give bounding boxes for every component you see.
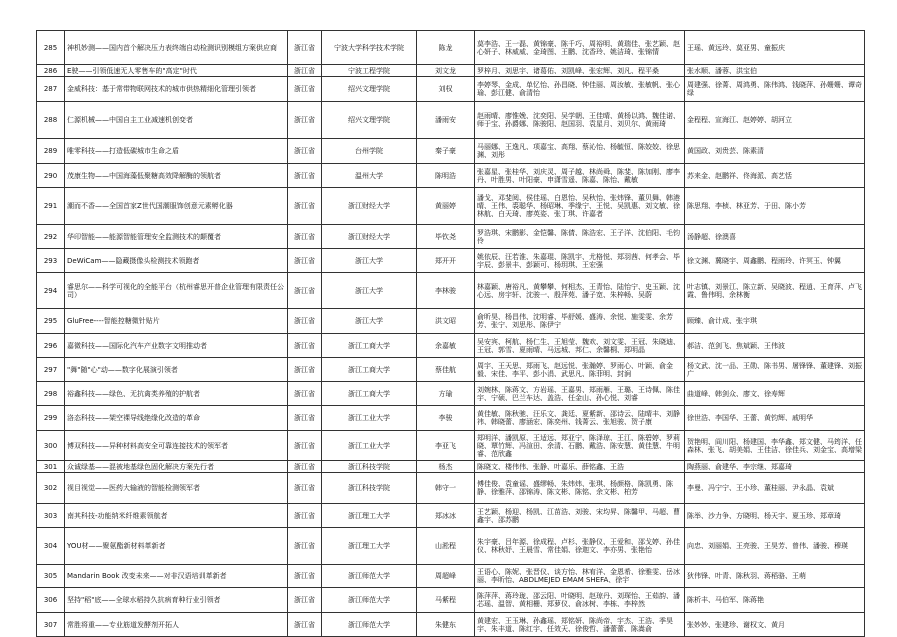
province-cell: 浙江省 [288, 65, 322, 77]
province-cell: 浙江省 [288, 102, 322, 139]
row-number-cell: 301 [37, 461, 65, 473]
province-cell: 浙江省 [288, 382, 322, 406]
row-number-cell: 295 [37, 309, 65, 334]
advisors-cell: 黄国政、刘贵芸、陈素清 [685, 139, 865, 164]
project-name-cell: 博双科技——异种材料高安全可靠连接技术的领军者 [65, 431, 288, 461]
team-leader-cell: 毕钦尧 [417, 225, 475, 249]
row-number-cell: 296 [37, 334, 65, 358]
team-members-cell: 马丽娜、王逸凡、项嘉宝、高翔、蔡沁怡、杨毓恒、陈姣姣、徐思渊、刘彤 [475, 139, 685, 164]
school-name-cell: 温州大学 [322, 164, 417, 188]
project-name-cell: 茂康生物——中国海藻低聚糖高效降解酶的领航者 [65, 164, 288, 188]
table-row [37, 249, 865, 273]
team-members-cell: 罗浩琪、宋鹏影、金恺馨、陈倩、陈浩宏、王子洋、沈伯阳、毛钧伶 [475, 225, 685, 249]
project-name-cell: 潮而不香——全国首家Z世代国潮服饰创意元素孵化器 [65, 188, 288, 225]
team-leader-cell: 山淞程 [417, 528, 475, 565]
project-name-cell: 仁源机械——中国自主工业减速机创变者 [65, 102, 288, 139]
province-cell: 浙江省 [288, 528, 322, 565]
project-name-cell: 神机妙测——国内首个解决压力表终端自动检测识别模组方案供应商 [65, 31, 288, 65]
team-leader-cell: 郑开开 [417, 249, 475, 273]
project-name-cell: Mandarin Book 改变未来——对非汉语培训革新者 [65, 565, 288, 588]
table-row [37, 528, 865, 565]
row-number-cell: 285 [37, 31, 65, 65]
team-members-cell: 张嘉星、张桂华、刘庆灵、周子越、林尚舜、陈斐、陈加刚、廖李丹、叶胜男、叶阳豪、申潇雪遥、陈嘉、陈怡、戴敏 [475, 164, 685, 188]
team-leader-cell: 周超峰 [417, 565, 475, 588]
province-cell: 浙江省 [288, 358, 322, 382]
school-name-cell: 浙江大学 [322, 273, 417, 309]
advisors-cell: 王瑶、黄远玲、莫亚男、童振庆 [685, 31, 865, 65]
advisors-cell: 周建强、徐菁、周鸿勇、陈伟鸿、钱晓萍、孙姗姗、谭奇绿 [685, 77, 865, 102]
team-members-cell: 莫李浩、王一磊、黄锦豪、陈千巧、周裕明、黄瑞佳、张艺颖、赵心妍子、林威威、金琦图、王鹏、沈香玲、姚洁琦、张锦情 [475, 31, 685, 65]
advisors-cell: 贺艳明、阎川阳、杨建国、李华鑫、郑文健、马筠洋、任森林、张飞、胡美娟、王佳洁、徐佳兵、刘金宝、高增梁 [685, 431, 865, 461]
advisors-cell: 汤静超、徐澳喜 [685, 225, 865, 249]
table-row [37, 334, 865, 358]
team-leader-cell: 潘雨安 [417, 102, 475, 139]
team-members-cell: 郑明洋、潘凯原、王适远、郑亚宁、陈泽琼、王江、陈碧婷、罗莉晓、覃竹辉、冯渲田、余清、石鹏、戴浩、陈安慧、黄佳慧、牛明睿、范欣鑫 [475, 431, 685, 461]
team-members-cell: 陈晓文、楼伟伟、张静、叶嘉乐、薛铭鑫、王浩 [475, 461, 685, 473]
advisors-cell: 陈思翔、李桢、林亚芳、于田、陈小芳 [685, 188, 865, 225]
table-row [37, 273, 865, 309]
project-name-cell: GluFree----智能控糖微针贴片 [65, 309, 288, 334]
team-leader-cell: 秦子豪 [417, 139, 475, 164]
row-number-cell: 306 [37, 588, 65, 613]
row-number-cell: 304 [37, 528, 65, 565]
row-number-cell: 288 [37, 102, 65, 139]
team-leader-cell: 刘权 [417, 77, 475, 102]
table-row [37, 613, 865, 637]
row-number-cell: 291 [37, 188, 65, 225]
row-number-cell: 299 [37, 406, 65, 431]
advisors-cell: 徐世浩、李国华、王蕾、黄钧辉、戚明华 [685, 406, 865, 431]
project-name-cell: DeWiCam——隐藏摄像头检测技术领跑者 [65, 249, 288, 273]
province-cell: 浙江省 [288, 565, 322, 588]
team-members-cell: 傅佳俊、袁童谣、盛缪畅、朱炜炜、张琪、杨颜格、陈凯勇、陈静、徐雅萍、邵锦涛、陈文彬、陈铭、余文彬、柏芳 [475, 473, 685, 504]
award-table [36, 30, 865, 637]
project-name-cell: 南其科技-功能纳米纤维素领航者 [65, 504, 288, 528]
row-number-cell: 293 [37, 249, 65, 273]
team-members-cell: 赵雨晴、廖惟娩、沈奕阳、吴学朝、王佳晴、黄杨以鸿、魏佳诺、师于宝、孙爵娜、陈骏阳、赵国羽、袁星月、刘贝尔、黄雨琦 [475, 102, 685, 139]
team-members-cell: 李婷琴、金成、单忆怡、孙昌晓、钟佳丽、周汝敏、张敏帆、张心瑜、彭江健、俞清怡 [475, 77, 685, 102]
team-members-cell: 陈萍萍、蒋玲珑、邵云阳、叶晓明、赵琼丹、刘琛怡、王茹韵、潘芯瑶、温智、黄相栅、郑萝仪、俞冰树、李栋、李梓然 [475, 588, 685, 613]
province-cell: 浙江省 [288, 613, 322, 637]
table-row [37, 65, 865, 77]
province-cell: 浙江省 [288, 504, 322, 528]
table-row [37, 139, 865, 164]
table-row [37, 164, 865, 188]
row-number-cell: 290 [37, 164, 65, 188]
advisors-cell: 狄伟锋、叶青、陈秋羽、蒋稻骆、王萌 [685, 565, 865, 588]
project-name-cell: 裕鑫科技——绿色、无抗禽类养殖的护航者 [65, 382, 288, 406]
row-number-cell: 297 [37, 358, 65, 382]
table-row [37, 31, 865, 65]
school-name-cell: 宁波大学科学技术学院 [322, 31, 417, 65]
advisors-cell: 苏来金、赵鹏祥、佟海派、高艺恬 [685, 164, 865, 188]
team-members-cell: 王艺颖、杨迎、杨凯、江苗浩、刘骏、宋均昇、陈馨甲、马超、曹鑫宇、邵苏鹏 [475, 504, 685, 528]
team-leader-cell: 陈龙 [417, 31, 475, 65]
team-members-cell: 林嘉颖、唐裕凡、黄攀攀、何相杰、王青怡、陆怡宁、史玉颖、沈心远、房宇轩、沈骏一、殷萍苑、潘子宽、朱梓畅、吴蔚 [475, 273, 685, 309]
team-leader-cell: 杨杰 [417, 461, 475, 473]
province-cell: 浙江省 [288, 164, 322, 188]
province-cell: 浙江省 [288, 309, 322, 334]
table-row [37, 406, 865, 431]
row-number-cell: 303 [37, 504, 65, 528]
table-body [37, 31, 865, 637]
school-name-cell: 浙江师范大学 [322, 588, 417, 613]
project-name-cell: 金威科技：基于常带物联网技术的城市供热精细化管理引领者 [65, 77, 288, 102]
province-cell: 浙江省 [288, 225, 322, 249]
project-name-cell: E驶——引领低速无人零售车的"高定"时代 [65, 65, 288, 77]
row-number-cell: 292 [37, 225, 65, 249]
table-row [37, 431, 865, 461]
team-leader-cell: 刘文龙 [417, 65, 475, 77]
advisors-cell: 向忠、刘丽娟、王亮骏、王昊芳、曾伟、潘骏、穆瑛 [685, 528, 865, 565]
province-cell: 浙江省 [288, 431, 322, 461]
province-cell: 浙江省 [288, 461, 322, 473]
project-name-cell: 众诚绿基——混被地基绿色固化解决方案先行者 [65, 461, 288, 473]
school-name-cell: 绍兴文理学院 [322, 102, 417, 139]
school-name-cell: 浙江理工大学 [322, 504, 417, 528]
project-name-cell: YOU材——聚氨酯新材料革新者 [65, 528, 288, 565]
team-members-cell: 潘戈、邓斐阅、侯佳瑶、白恩怡、吴秋怡、张炜锋、董贝舞、韩港晴、王伟、裘聪华、杨昭琳、季缘宁、王悦、吴凯惠、刘文敏、徐林航、白天琦、廖英姿、张丁琪、许嘉者 [475, 188, 685, 225]
team-leader-cell: 李林骏 [417, 273, 475, 309]
table-row [37, 461, 865, 473]
province-cell: 浙江省 [288, 406, 322, 431]
province-cell: 浙江省 [288, 188, 322, 225]
award-table-page [36, 30, 864, 637]
province-cell: 浙江省 [288, 77, 322, 102]
school-name-cell: 浙江财经大学 [322, 188, 417, 225]
province-cell: 浙江省 [288, 334, 322, 358]
school-name-cell: 浙江工商大学 [322, 358, 417, 382]
province-cell: 浙江省 [288, 249, 322, 273]
province-cell: 浙江省 [288, 588, 322, 613]
project-name-cell: 睿思尔——科学可视化的全能平台（杭州睿思开普企业管理有限责任公司） [65, 273, 288, 309]
team-members-cell: 朱宇豪、吕年源、徐成程、卢杉、张静仪、王爱和、邵戈婷、孙佳仪、林秋妤、王晨雪、常佳娟、徐迦文、李亦男、张艳怡 [475, 528, 685, 565]
advisors-cell: 张水顺、潘蓉、洪宝伯 [685, 65, 865, 77]
team-leader-cell: 方瑜 [417, 382, 475, 406]
table-row [37, 565, 865, 588]
row-number-cell: 305 [37, 565, 65, 588]
table-row [37, 588, 865, 613]
school-name-cell: 浙江大学 [322, 249, 417, 273]
team-members-cell: 罗梓月、刘思宇、诸葛佑、刘凯峰、张宏辉、刘凡、程平桑 [475, 65, 685, 77]
advisors-cell: 李曼、冯宁宁、王小珍、董桂丽、尹永晶、袁斌 [685, 473, 865, 504]
school-name-cell: 浙江科技学院 [322, 473, 417, 504]
team-members-cell: 俞昕昊、杨昌伟、沈明睿、毕舒媛、盛涛、余悦、施雯雯、余芳芳、张宁、刘思彤、陈伊宁 [475, 309, 685, 334]
school-name-cell: 浙江大学 [322, 309, 417, 334]
team-leader-cell: 李骏 [417, 406, 475, 431]
team-leader-cell: 朱健东 [417, 613, 475, 637]
school-name-cell: 浙江工商大学 [322, 382, 417, 406]
team-members-cell: 黄佳敏、陈秋驰、汪乐文、龚廷、夏紫新、邵诗云、陆晴丰、刘静祎、韩晓蕾、廖涵宏、陈奕州、钱菁云、张旭骏、贺子康 [475, 406, 685, 431]
school-name-cell: 台州学院 [322, 139, 417, 164]
advisors-cell: 顾臻、俞计成、张宇琪 [685, 309, 865, 334]
team-leader-cell: 陈明浩 [417, 164, 475, 188]
school-name-cell: 浙江工商大学 [322, 334, 417, 358]
table-row [37, 77, 865, 102]
school-name-cell: 浙江工业大学 [322, 406, 417, 431]
row-number-cell: 298 [37, 382, 65, 406]
project-name-cell: 华印智能——能源智能管理安全监测技术的颠覆者 [65, 225, 288, 249]
advisors-cell: 陶燕丽、俞建华、李宗继、郑嘉琦 [685, 461, 865, 473]
team-leader-cell: 郑冰冰 [417, 504, 475, 528]
team-members-cell: 王语心、陈妮、张晋仪、谈方怡、林宥洋、金恩希、徐雅雯、岳冰丽、李昕怡、ABDLMEJED EMAM SHEFA、徐宇 [475, 565, 685, 588]
advisors-cell: 张妙妙、张建珍、谢权文、黄月 [685, 613, 865, 637]
team-leader-cell: 蔡佳航 [417, 358, 475, 382]
school-name-cell: 浙江师范大学 [322, 613, 417, 637]
row-number-cell: 307 [37, 613, 65, 637]
team-members-cell: 刘婉林、陈蒋文、方岩瑶、王嘉男、郑雨雁、王璐、王诗佩、陈佳宇、宁硕、巴兰车达、盖浩、任金山、孙心悦、刘睿 [475, 382, 685, 406]
advisors-cell: 郝洁、范剑飞、焦斌颖、王伟波 [685, 334, 865, 358]
advisors-cell: 徐文渊、冀晓宇、周鑫鹏、程雨玲、许冥玉、钟翼 [685, 249, 865, 273]
school-name-cell: 浙江理工大学 [322, 528, 417, 565]
table-row [37, 102, 865, 139]
advisors-cell: 金程程、宣海江、赵婷婷、胡河立 [685, 102, 865, 139]
province-cell: 浙江省 [288, 31, 322, 65]
school-name-cell: 浙江财经大学 [322, 225, 417, 249]
project-name-cell: "舞"随"心"动——数字化展演引领者 [65, 358, 288, 382]
row-number-cell: 289 [37, 139, 65, 164]
team-members-cell: 姚依辰、汪若淮、朱嘉琨、陈凯宇、尤格悦、郑羽茜、何孝会、毕宇辰、彭景丰、彭颖可、杨玥琪、王宏强 [475, 249, 685, 273]
advisors-cell: 陈举、沙力争、方晓明、杨天宇、夏玉珍、郑章琦 [685, 504, 865, 528]
advisors-cell: 曲道峰、韩剑众、廖文、徐寿辉 [685, 382, 865, 406]
row-number-cell: 294 [37, 273, 65, 309]
province-cell: 浙江省 [288, 139, 322, 164]
school-name-cell: 宁波工程学院 [322, 65, 417, 77]
advisors-cell: 叶志镇、刘景江、陈立新、吴晓波、程逍、王育萍、卢飞霞、鲁伟明、余林衡 [685, 273, 865, 309]
table-row [37, 382, 865, 406]
school-name-cell: 浙江师范大学 [322, 565, 417, 588]
table-row [37, 473, 865, 504]
school-name-cell: 绍兴文理学院 [322, 77, 417, 102]
team-members-cell: 吴安宾、柯航、杨仁生、王旭莹、魏欢、刘文雯、王冠、朱晓迪、王冠、郭雪、夏雨晴、马远城、邦仁、余馨桐、郑明晶 [475, 334, 685, 358]
province-cell: 浙江省 [288, 473, 322, 504]
table-row [37, 309, 865, 334]
project-name-cell: 视目视觉——医药大输液的智能检测领军者 [65, 473, 288, 504]
project-name-cell: 唯零科技——打造低碳城市生命之盾 [65, 139, 288, 164]
table-row [37, 358, 865, 382]
project-name-cell: 洛态科技——架空裸导线绝缘化改造的革命 [65, 406, 288, 431]
advisors-cell: 杨文武、沈一品、王勋、陈书男、屠锋锋、董建锋、刘振广 [685, 358, 865, 382]
team-members-cell: 黄建宏、王玉琳、孙鑫瑶、郑铭妍、陈尚帝、宇杰、王浩、季昊宇、朱丰道、陈红宇、任效天、徐俊哲、潘蕾蕾、陈嵩俞 [475, 613, 685, 637]
school-name-cell: 浙江工业大学 [322, 431, 417, 461]
team-leader-cell: 余嘉敏 [417, 334, 475, 358]
table-row [37, 504, 865, 528]
project-name-cell: 嘉微科技——国际化汽车产业数字文明推动者 [65, 334, 288, 358]
row-number-cell: 287 [37, 77, 65, 102]
table-row [37, 225, 865, 249]
team-leader-cell: 洪文昭 [417, 309, 475, 334]
project-name-cell: 常胜将重——专业筋道发酵剂开拓人 [65, 613, 288, 637]
row-number-cell: 302 [37, 473, 65, 504]
school-name-cell: 浙江科技学院 [322, 461, 417, 473]
team-leader-cell: 马紫程 [417, 588, 475, 613]
team-leader-cell: 李亚飞 [417, 431, 475, 461]
advisors-cell: 陈析丰、马伯军、陈蒋艳 [685, 588, 865, 613]
project-name-cell: 坚持"稻"底——全球水稻持久抗病育种行业引领者 [65, 588, 288, 613]
row-number-cell: 300 [37, 431, 65, 461]
row-number-cell: 286 [37, 65, 65, 77]
team-leader-cell: 黄丽婷 [417, 188, 475, 225]
table-row [37, 188, 865, 225]
team-leader-cell: 韩守一 [417, 473, 475, 504]
team-members-cell: 周宇、王天思、郑雨飞、赵远悦、张瀚婷、罗雨心、叶颖、俞金毅、宋佳、李平、彭小涓、武思凡、陈菲明、封涧 [475, 358, 685, 382]
province-cell: 浙江省 [288, 273, 322, 309]
